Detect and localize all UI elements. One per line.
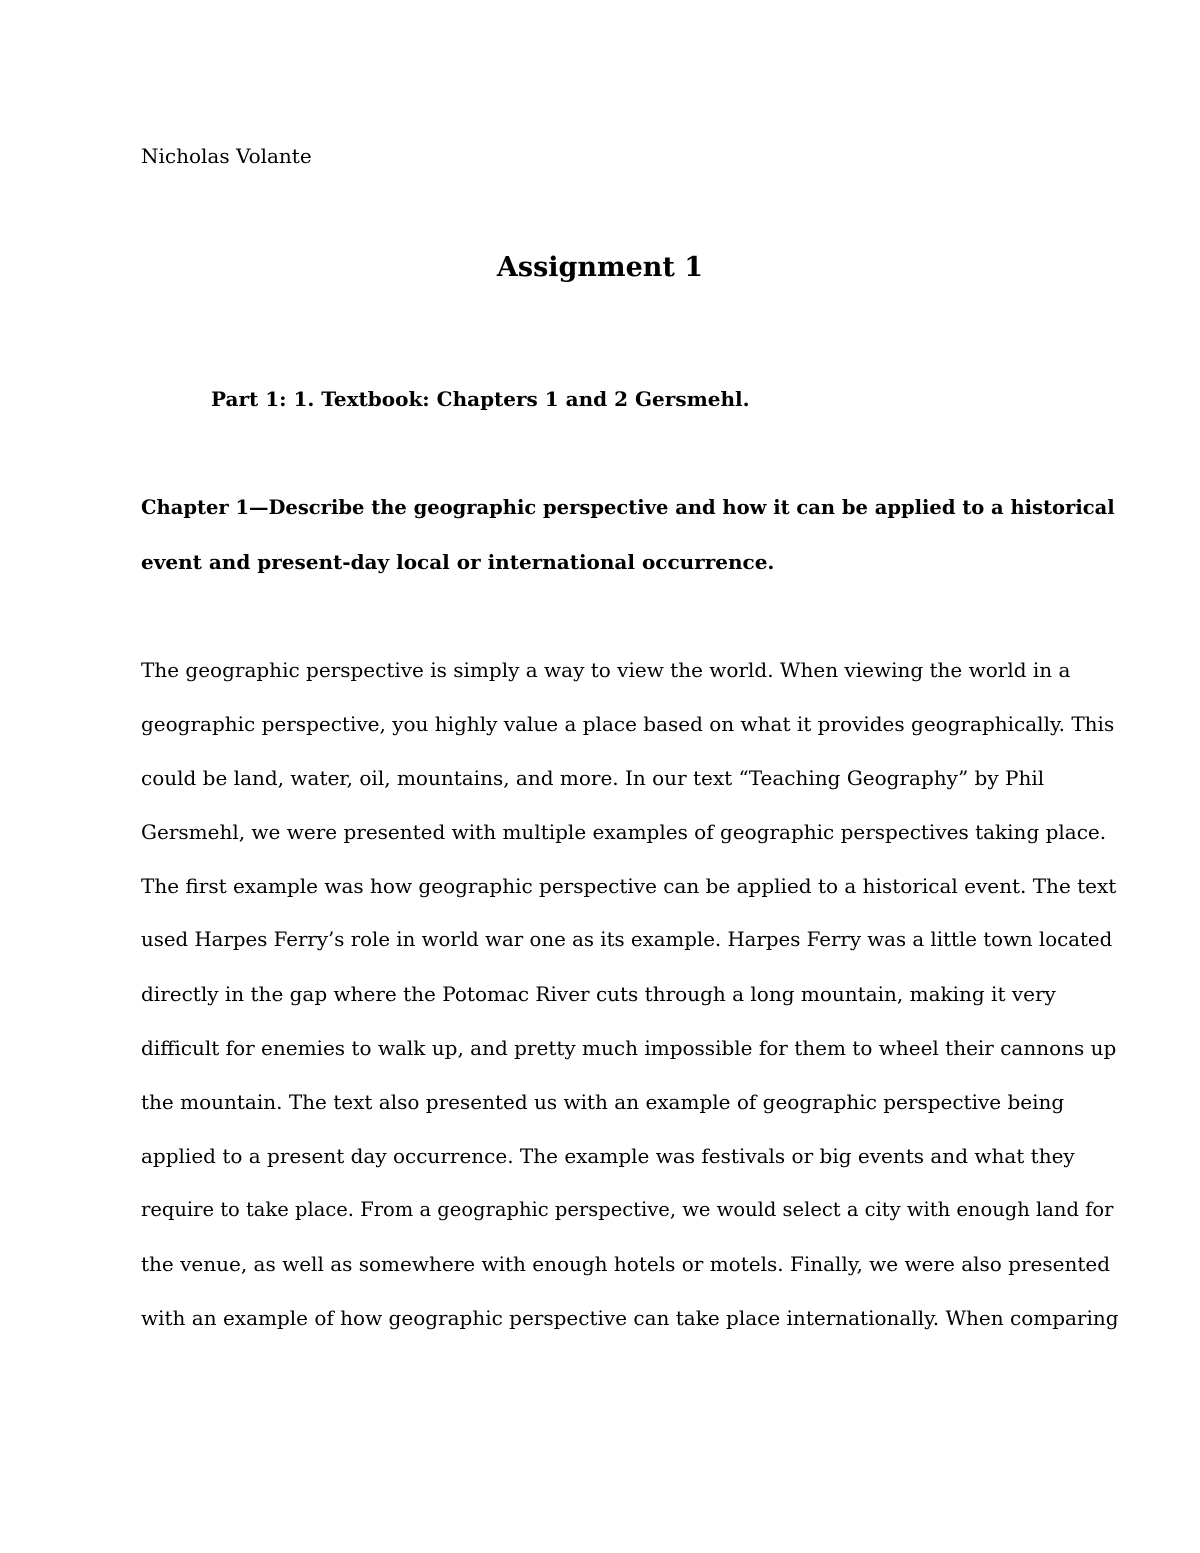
question-line: Chapter 1—Describe the geographic perspective and how it can be applied to a historical bbox=[141, 496, 1115, 519]
body-line: applied to a present day occurrence. The example was festivals or big events and what they bbox=[141, 1144, 1075, 1168]
assignment-title: Assignment 1 bbox=[496, 252, 704, 283]
body-line: difficult for enemies to walk up, and pretty much impossible for them to wheel their cannons up bbox=[141, 1036, 1117, 1060]
body-line: with an example of how geographic perspective can take place internationally. When comparing bbox=[141, 1306, 1119, 1330]
body-line: The first example was how geographic perspective can be applied to a historical event. The text bbox=[141, 874, 1117, 898]
part-heading: Part 1: 1. Textbook: Chapters 1 and 2 Gersmehl. bbox=[211, 387, 750, 411]
body-line: used Harpes Ferry’s role in world war one as its example. Harpes Ferry was a little town located bbox=[141, 928, 1113, 951]
body-line: Gersmehl, we were presented with multiple examples of geographic perspectives taking place. bbox=[141, 820, 1107, 844]
body-line: require to take place. From a geographic perspective, we would select a city with enough land for bbox=[141, 1198, 1114, 1221]
body-line: geographic perspective, you highly value a place based on what it provides geographically. This bbox=[141, 712, 1115, 736]
body-line: The geographic perspective is simply a way to view the world. When viewing the world in a bbox=[141, 658, 1071, 682]
body-line: could be land, water, oil, mountains, and more. In our text “Teaching Geography” by Phil bbox=[141, 766, 1045, 790]
body-line: directly in the gap where the Potomac River cuts through a long mountain, making it very bbox=[141, 982, 1056, 1006]
question-line: event and present-day local or international occurrence. bbox=[141, 550, 775, 574]
author-name: Nicholas Volante bbox=[141, 144, 312, 168]
body-line: the venue, as well as somewhere with enough hotels or motels. Finally, we were also presented bbox=[141, 1252, 1111, 1276]
body-line: the mountain. The text also presented us with an example of geographic perspective being bbox=[141, 1090, 1065, 1114]
